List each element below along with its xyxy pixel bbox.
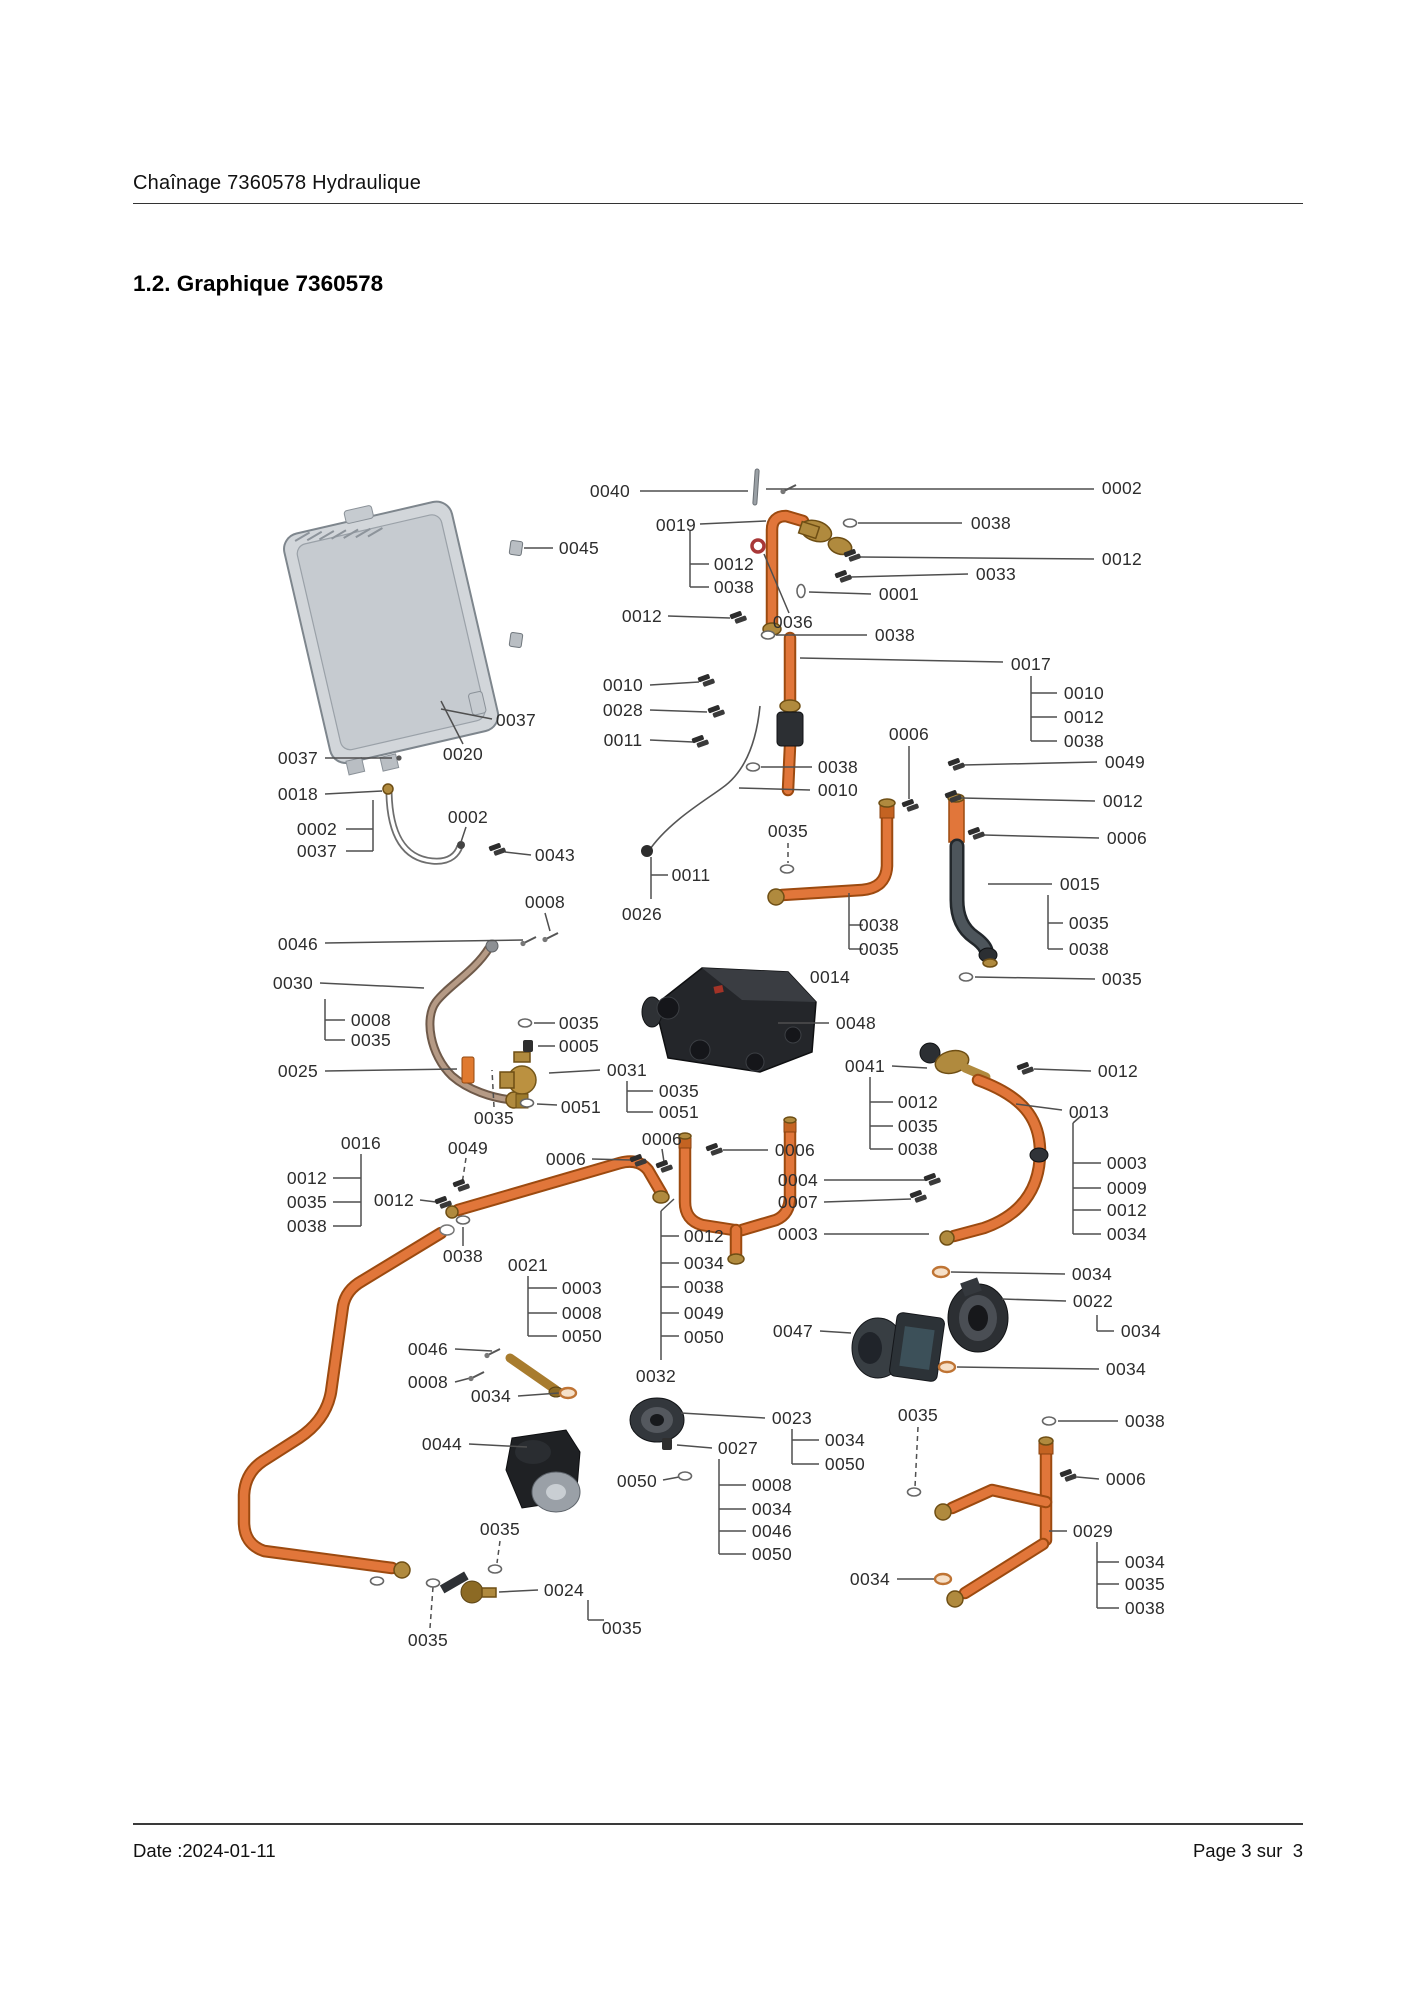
leader-line bbox=[320, 983, 424, 988]
leader-line bbox=[957, 1367, 1099, 1369]
leader-line bbox=[592, 1159, 631, 1160]
part-number-label: 0009 bbox=[1106, 1178, 1148, 1198]
part-number-label: 0008 bbox=[524, 892, 566, 912]
needle-part bbox=[753, 469, 760, 505]
clip-part bbox=[691, 734, 709, 749]
part-number-label: 0010 bbox=[817, 780, 859, 800]
part-number-label: 0045 bbox=[558, 538, 600, 558]
mounting-clip-0045 bbox=[509, 540, 523, 648]
leader-line bbox=[461, 827, 466, 842]
part-number-label: 0038 bbox=[1063, 731, 1105, 751]
part-number-label: 0002 bbox=[447, 807, 489, 827]
pump-flange-0023 bbox=[630, 1398, 684, 1442]
part-number-label: 0035 bbox=[658, 1081, 700, 1101]
part-number-label: 0003 bbox=[1106, 1153, 1148, 1173]
leader-line bbox=[430, 1587, 433, 1628]
clip-part bbox=[488, 842, 506, 857]
part-number-label: 0038 bbox=[1124, 1411, 1166, 1431]
screw-part bbox=[542, 933, 558, 942]
leader-line bbox=[662, 1149, 664, 1162]
part-number-label: 0018 bbox=[277, 784, 319, 804]
part-number-label: 0046 bbox=[277, 934, 319, 954]
part-number-label: 0024 bbox=[543, 1580, 585, 1600]
part-number-label: 0043 bbox=[534, 845, 576, 865]
part-number-label: 0035 bbox=[897, 1405, 939, 1425]
part-number-label: 0012 bbox=[373, 1190, 415, 1210]
part-number-label: 0050 bbox=[751, 1544, 793, 1564]
part-number-label: 0037 bbox=[296, 841, 338, 861]
part-number-label: 0030 bbox=[272, 973, 314, 993]
vring-part bbox=[797, 585, 805, 598]
leader-line bbox=[1034, 1069, 1091, 1071]
leader-line bbox=[505, 852, 531, 855]
part-number-label: 0035 bbox=[407, 1630, 449, 1650]
leader-line bbox=[492, 1070, 494, 1107]
clip-part bbox=[729, 610, 747, 625]
ring-part bbox=[457, 1216, 470, 1224]
cring-part bbox=[939, 1362, 955, 1372]
ring-part bbox=[747, 763, 760, 771]
leader-line bbox=[951, 1272, 1065, 1274]
leader-line bbox=[545, 913, 550, 931]
clip-part bbox=[947, 757, 965, 772]
part-number-label: 0050 bbox=[616, 1471, 658, 1491]
part-number-label: 0007 bbox=[777, 1192, 819, 1212]
plate-heat-exchanger bbox=[278, 488, 505, 782]
leader-line bbox=[650, 710, 707, 712]
part-number-label: 0008 bbox=[407, 1372, 449, 1392]
clip-part bbox=[707, 704, 725, 719]
part-number-label: 0034 bbox=[1120, 1321, 1162, 1341]
drain-valve-0024 bbox=[440, 1572, 496, 1603]
part-number-label: 0002 bbox=[296, 819, 338, 839]
part-number-label: 0006 bbox=[641, 1129, 683, 1149]
leader-line bbox=[915, 1427, 918, 1487]
cring-part bbox=[935, 1574, 951, 1584]
dot-part bbox=[396, 755, 401, 760]
clip-part bbox=[923, 1172, 941, 1187]
clip-part bbox=[705, 1142, 723, 1157]
part-number-label: 0025 bbox=[277, 1061, 319, 1081]
part-number-label: 0012 bbox=[1106, 1200, 1148, 1220]
part-number-label: 0012 bbox=[1101, 549, 1143, 569]
leader-line bbox=[650, 740, 693, 742]
part-number-label: 0050 bbox=[561, 1326, 603, 1346]
part-number-label: 0047 bbox=[772, 1321, 814, 1341]
brass-elbow-0021 bbox=[510, 1358, 563, 1397]
clip-part bbox=[1016, 1061, 1034, 1076]
clip-part bbox=[452, 1178, 470, 1193]
part-number-label: 0051 bbox=[658, 1102, 700, 1122]
leader-line bbox=[820, 1331, 851, 1333]
leader-line bbox=[325, 1069, 457, 1071]
leader-line bbox=[860, 557, 1094, 559]
part-number-label: 0022 bbox=[1072, 1291, 1114, 1311]
ring-part bbox=[1043, 1417, 1056, 1425]
part-number-label: 0038 bbox=[897, 1139, 939, 1159]
part-number-label: 0019 bbox=[655, 515, 697, 535]
part-number-label: 0012 bbox=[286, 1168, 328, 1188]
leader-line bbox=[739, 788, 810, 790]
leader-line bbox=[892, 1066, 927, 1068]
part-number-label: 0035 bbox=[286, 1192, 328, 1212]
ring-part bbox=[679, 1472, 692, 1480]
part-number-label: 0035 bbox=[473, 1108, 515, 1128]
part-number-label: 0038 bbox=[1124, 1598, 1166, 1618]
screw-part bbox=[520, 937, 536, 946]
part-number-label: 0034 bbox=[470, 1386, 512, 1406]
part-number-label: 0035 bbox=[479, 1519, 521, 1539]
part-number-label: 0012 bbox=[1063, 707, 1105, 727]
leader-line bbox=[963, 762, 1097, 765]
part-number-label: 0006 bbox=[545, 1149, 587, 1169]
part-number-label: 0011 bbox=[603, 730, 643, 750]
section-title: 1.2. Graphique 7360578 bbox=[133, 271, 384, 296]
part-number-label: 0002 bbox=[1101, 478, 1143, 498]
part-number-label: 0037 bbox=[495, 710, 537, 730]
part-number-label: 0035 bbox=[767, 821, 809, 841]
orange-seal-0025 bbox=[462, 1057, 474, 1083]
heating-return-pipe-0013 bbox=[940, 1080, 1048, 1245]
part-number-label: 0048 bbox=[835, 1013, 877, 1033]
clip-part bbox=[909, 1189, 927, 1204]
part-number-label: 0021 bbox=[507, 1255, 549, 1275]
part-number-label: 0006 bbox=[774, 1140, 816, 1160]
part-number-label: 0014 bbox=[809, 967, 851, 987]
part-number-label: 0035 bbox=[1124, 1574, 1166, 1594]
part-number-label: 0013 bbox=[1068, 1102, 1110, 1122]
part-number-label: 0035 bbox=[350, 1030, 392, 1050]
part-number-label: 0038 bbox=[683, 1277, 725, 1297]
part-number-label: 0032 bbox=[635, 1366, 677, 1386]
part-number-label: 0010 bbox=[602, 675, 644, 695]
part-number-label: 0041 bbox=[844, 1056, 886, 1076]
sensor-wire-0011 bbox=[648, 706, 760, 852]
part-number-label: 0028 bbox=[602, 700, 644, 720]
part-number-label: 0004 bbox=[777, 1170, 819, 1190]
part-number-label: 0034 bbox=[1106, 1224, 1148, 1244]
part-number-label: 0012 bbox=[683, 1226, 725, 1246]
clip-part bbox=[697, 673, 715, 688]
part-number-label: 0035 bbox=[897, 1116, 939, 1136]
long-supply-pipe-0016 bbox=[244, 1225, 454, 1578]
clip-part bbox=[901, 798, 919, 813]
leader-line bbox=[420, 1200, 436, 1202]
leader-line bbox=[681, 1413, 765, 1418]
leader-line bbox=[800, 658, 1003, 662]
part-number-label: 0006 bbox=[888, 724, 930, 744]
part-number-label: 0011 bbox=[671, 865, 711, 885]
condensate-pipe-0015 bbox=[948, 794, 997, 967]
fill-valve-0041 bbox=[920, 1043, 986, 1077]
clip-part bbox=[967, 826, 985, 841]
screw-part bbox=[468, 1372, 484, 1381]
clip-part bbox=[655, 1159, 673, 1174]
part-number-label: 0050 bbox=[683, 1327, 725, 1347]
part-number-label: 0035 bbox=[558, 1013, 600, 1033]
heating-pipe-0014 bbox=[768, 799, 895, 905]
part-number-label: 0008 bbox=[561, 1303, 603, 1323]
part-number-label: 0023 bbox=[771, 1408, 813, 1428]
part-number-label: 0036 bbox=[772, 612, 814, 632]
footer-page-number: Page 3 sur 3 bbox=[1192, 1840, 1303, 1861]
leader-line bbox=[1002, 1299, 1066, 1301]
part-number-label: 0015 bbox=[1059, 874, 1101, 894]
part-number-label: 0035 bbox=[601, 1618, 643, 1638]
ring-part bbox=[762, 631, 775, 639]
part-number-label: 0034 bbox=[1124, 1552, 1166, 1572]
ring-part bbox=[960, 973, 973, 981]
pipe-assembly-0032 bbox=[446, 1117, 796, 1264]
knob-part bbox=[641, 845, 653, 857]
part-number-label: 0031 bbox=[606, 1060, 648, 1080]
leader-line bbox=[499, 1590, 538, 1592]
part-number-label: 0034 bbox=[824, 1430, 866, 1450]
part-number-label: 0038 bbox=[442, 1246, 484, 1266]
part-number-label: 0010 bbox=[1063, 683, 1105, 703]
leader-line bbox=[455, 1349, 492, 1351]
part-number-label: 0038 bbox=[286, 1216, 328, 1236]
part-number-label: 0033 bbox=[975, 564, 1017, 584]
ring-part bbox=[371, 1577, 384, 1585]
leader-line bbox=[668, 616, 730, 618]
footer-divider bbox=[133, 1823, 1303, 1825]
ring-part bbox=[427, 1579, 440, 1587]
part-number-label: 0026 bbox=[621, 904, 663, 924]
page-header-title: Chaînage 7360578 Hydraulique bbox=[133, 172, 422, 194]
darkbit-part bbox=[662, 1438, 672, 1450]
part-number-label: 0040 bbox=[589, 481, 631, 501]
leader-line bbox=[851, 574, 968, 577]
leader-line bbox=[962, 798, 1095, 801]
part-number-label: 0012 bbox=[897, 1092, 939, 1112]
part-number-label: 0003 bbox=[561, 1278, 603, 1298]
ring-part bbox=[489, 1565, 502, 1573]
part-number-label: 0008 bbox=[751, 1475, 793, 1495]
part-number-label: 0005 bbox=[558, 1036, 600, 1056]
part-number-label: 0050 bbox=[824, 1454, 866, 1474]
flow-sensor-0047 bbox=[852, 1312, 945, 1382]
part-number-label: 0034 bbox=[1071, 1264, 1113, 1284]
part-number-label: 0035 bbox=[858, 939, 900, 959]
leader-line bbox=[809, 592, 871, 594]
cring-part bbox=[560, 1388, 576, 1398]
leader-line bbox=[984, 835, 1099, 838]
leader-line bbox=[537, 1104, 557, 1105]
part-number-label: 0012 bbox=[713, 554, 755, 574]
part-number-label: 0016 bbox=[340, 1133, 382, 1153]
part-number-label: 0046 bbox=[407, 1339, 449, 1359]
leader-line bbox=[497, 1541, 500, 1563]
part-number-label: 0044 bbox=[421, 1434, 463, 1454]
clip-part bbox=[834, 569, 852, 584]
dhw-pipe-0029 bbox=[935, 1437, 1053, 1607]
leader-line bbox=[549, 1070, 600, 1073]
part-number-label: 0038 bbox=[858, 915, 900, 935]
part-number-label: 0049 bbox=[1104, 752, 1146, 772]
part-number-label: 0012 bbox=[1097, 1061, 1139, 1081]
part-number-label: 0038 bbox=[817, 757, 859, 777]
leader-line bbox=[1077, 1477, 1099, 1479]
part-number-label: 0046 bbox=[751, 1521, 793, 1541]
ring-part bbox=[844, 519, 857, 527]
leader-line bbox=[700, 521, 766, 524]
ring-part bbox=[521, 1099, 534, 1107]
part-number-label: 0006 bbox=[1105, 1469, 1147, 1489]
part-number-label: 0034 bbox=[751, 1499, 793, 1519]
part-number-label: 0003 bbox=[777, 1224, 819, 1244]
part-number-label: 0006 bbox=[1106, 828, 1148, 848]
part-number-label: 0037 bbox=[277, 748, 319, 768]
part-number-label: 0027 bbox=[717, 1438, 759, 1458]
leader-line bbox=[975, 977, 1095, 979]
darkbit-part bbox=[523, 1040, 533, 1052]
part-number-label: 0012 bbox=[621, 606, 663, 626]
circulation-pump-0044 bbox=[506, 1430, 580, 1512]
part-number-label: 0034 bbox=[683, 1253, 725, 1273]
redring-part bbox=[752, 540, 764, 552]
part-number-label: 0001 bbox=[878, 584, 920, 604]
part-number-label: 0035 bbox=[1101, 969, 1143, 989]
leader-line bbox=[677, 1445, 712, 1448]
part-number-label: 0029 bbox=[1072, 1521, 1114, 1541]
part-number-label: 0017 bbox=[1010, 654, 1052, 674]
leader-line bbox=[824, 1199, 911, 1202]
leader-line bbox=[325, 791, 382, 794]
pump-flange-0022 bbox=[948, 1277, 1008, 1352]
part-number-label: 0034 bbox=[849, 1569, 891, 1589]
footer-date: Date :2024-01-11 bbox=[133, 1840, 276, 1861]
part-number-label: 0049 bbox=[683, 1303, 725, 1323]
part-number-label: 0012 bbox=[1102, 791, 1144, 811]
ring-part bbox=[519, 1019, 532, 1027]
hydroblock-0048 bbox=[642, 968, 816, 1072]
part-number-label: 0020 bbox=[442, 744, 484, 764]
part-number-label: 0035 bbox=[1068, 913, 1110, 933]
ring-part bbox=[908, 1488, 921, 1496]
part-number-label: 0038 bbox=[874, 625, 916, 645]
part-number-label: 0038 bbox=[713, 577, 755, 597]
leader-line bbox=[663, 1477, 679, 1480]
ring-part bbox=[781, 865, 794, 873]
part-number-label: 0008 bbox=[350, 1010, 392, 1030]
leader-line bbox=[650, 682, 699, 685]
part-number-label: 0034 bbox=[1105, 1359, 1147, 1379]
part-number-label: 0051 bbox=[560, 1097, 602, 1117]
part-number-label: 0038 bbox=[1068, 939, 1110, 959]
clip-part bbox=[1059, 1468, 1077, 1483]
part-number-label: 0049 bbox=[447, 1138, 489, 1158]
cring-part bbox=[933, 1267, 949, 1277]
part-number-label: 0038 bbox=[970, 513, 1012, 533]
